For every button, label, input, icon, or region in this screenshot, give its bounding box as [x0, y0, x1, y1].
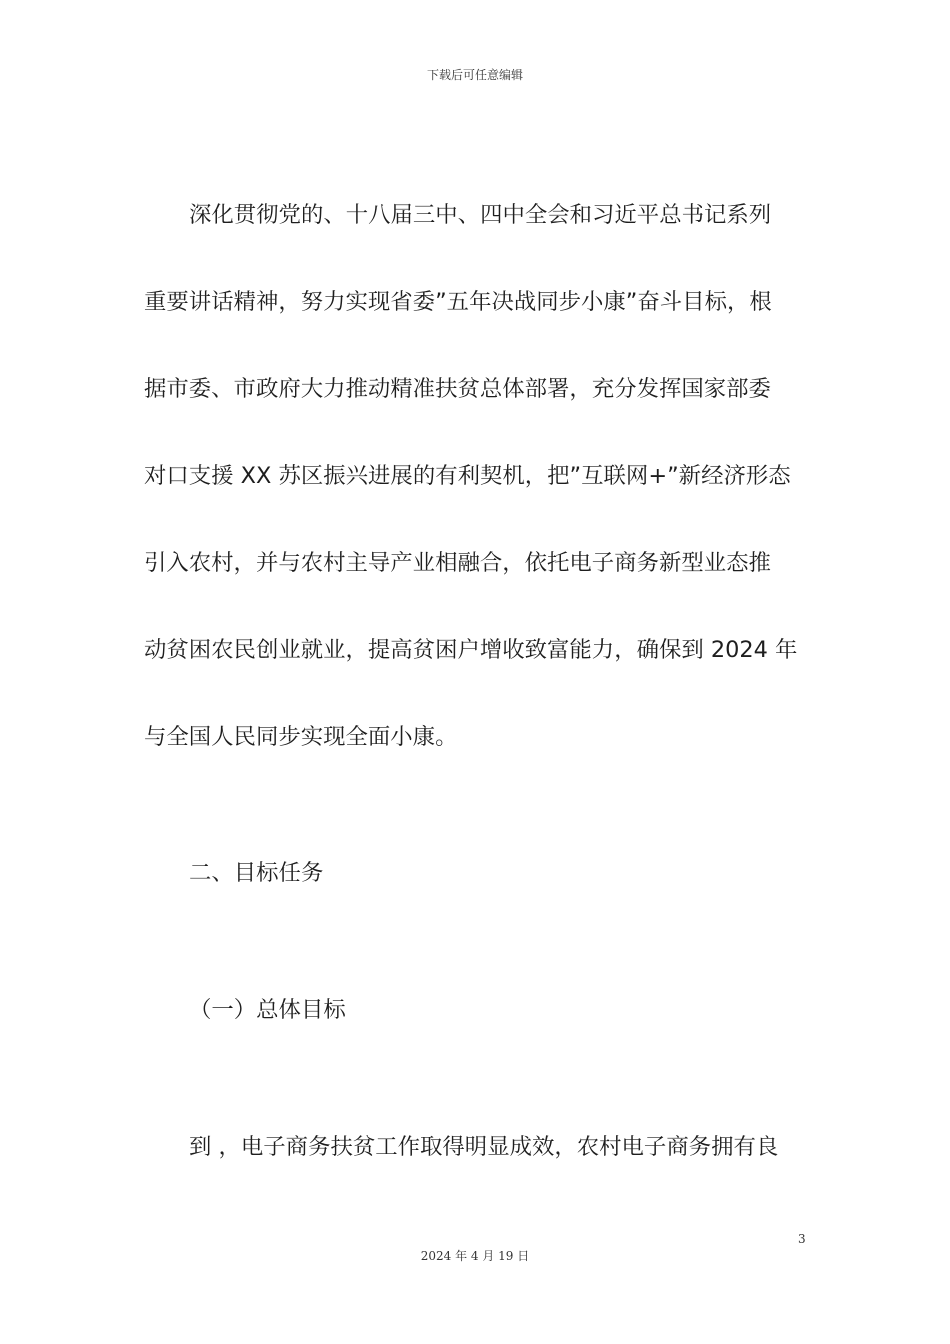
paragraph-line: 到 ，电子商务扶贫工作取得明显成效，农村电子商务拥有良 — [189, 1134, 779, 1160]
subsection-heading: （一）总体目标 — [189, 997, 346, 1023]
paragraph-line: 动贫困农民创业就业，提高贫困户增收致富能力，确保到 2024 年 — [144, 637, 798, 663]
paragraph-line: 引入农村，并与农村主导产业相融合，依托电子商务新型业态推 — [144, 550, 771, 576]
paragraph-line: 重要讲话精神，努力实现省委”五年决战同步小康”奋斗目标，根 — [144, 289, 772, 315]
paragraph-line: 据市委、市政府大力推动精准扶贫总体部署，充分发挥国家部委 — [144, 376, 771, 402]
paragraph-line: 对口支援 XX 苏区振兴进展的有利契机，把”互联网+”新经济形态 — [144, 463, 791, 489]
section-heading: 二、目标任务 — [189, 860, 324, 886]
paragraph-line: 与全国人民同步实现全面小康。 — [144, 724, 458, 750]
header-note: 下载后可任意编辑 — [426, 68, 523, 82]
page-number: 3 — [798, 1232, 806, 1246]
footer-date: 2024 年 4 月 19 日 — [420, 1249, 530, 1263]
paragraph-line: 深化贯彻党的、十八届三中、四中全会和习近平总书记系列 — [189, 202, 772, 228]
